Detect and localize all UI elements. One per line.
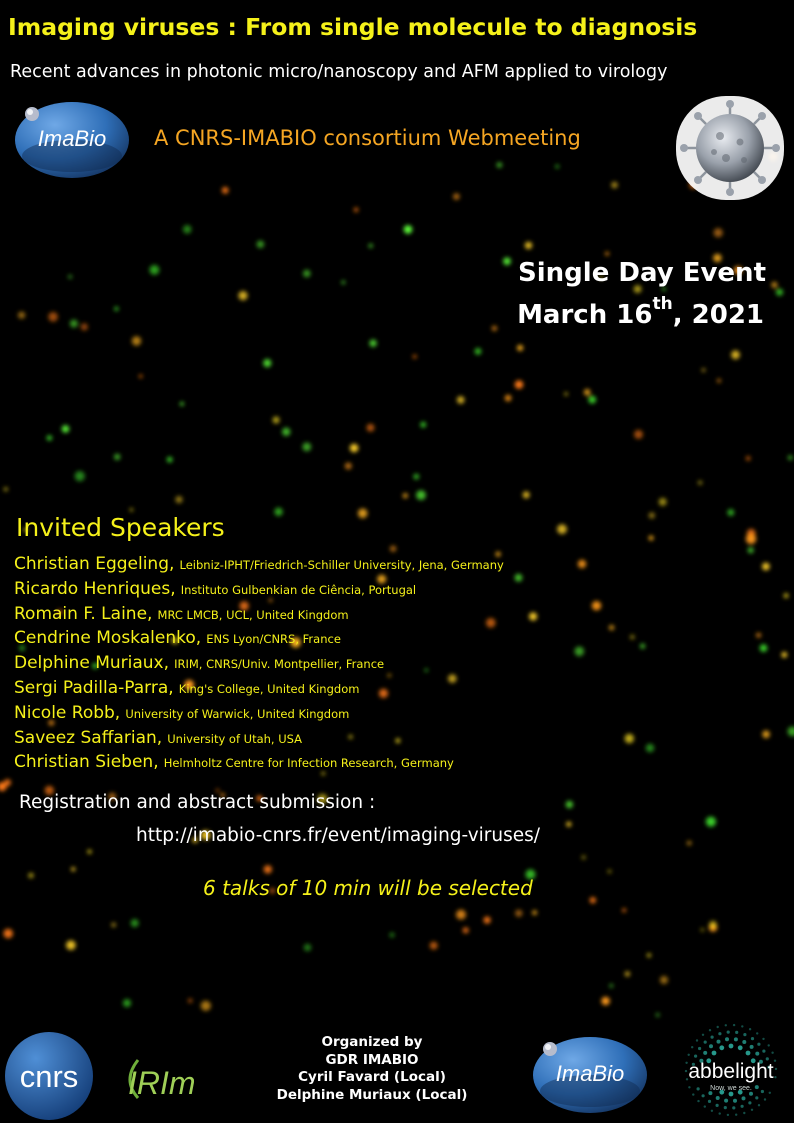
fluorescent-particle [390,546,396,552]
fluorescent-particle [369,340,376,347]
abbelight-dot [708,1100,711,1103]
abbelight-dot [727,1031,730,1034]
fluorescent-particle [139,375,142,378]
speaker-item [14,554,504,579]
speaker-affiliation: Helmholtz Centre for Infection Research, Germany [163,756,454,771]
speaker-item [14,752,504,777]
fluorescent-particle [390,933,395,938]
fluorescent-particle [706,817,716,827]
fluorescent-particle [492,326,497,331]
abbelight-dot [724,1099,728,1103]
abbelight-dot [764,1098,766,1100]
speaker-affiliation: University of Warwick, United Kingdom [125,706,350,721]
fluorescent-particle [523,491,530,498]
abbelight-dot [751,1109,753,1111]
abbelight-tagline: Now, we see. [710,1085,752,1092]
organizer-line: GDR IMABIO [325,1051,419,1068]
fluorescent-particle [776,289,783,296]
abbelight-dot [702,1034,704,1036]
abbelight-dot [702,1094,705,1097]
abbelight-dot [741,1105,744,1108]
abbelight-dot [694,1055,697,1058]
speaker-name: Saveez Saffarian, [14,727,163,748]
fluorescent-particle [350,444,359,453]
speaker-affiliation: King's College, United Kingdom [178,681,360,696]
fluorescent-particle [748,547,754,553]
abbelight-dot [769,1092,771,1094]
fluorescent-particle [649,536,654,541]
fluorescent-particle [525,242,532,249]
abbelight-dot [717,1040,721,1044]
fluorescent-particle [403,493,408,498]
abbelight-dot [735,1031,738,1034]
fluorescent-particle [625,734,634,743]
abbelight-dot [755,1052,759,1056]
fluorescent-particle [784,593,789,598]
imabio-logo-top [12,96,132,182]
fluorescent-particle [555,165,559,169]
abbelight-dot [716,1096,720,1100]
fluorescent-particle [369,244,373,248]
abbelight-dot [756,1032,758,1034]
fluorescent-particle [515,574,523,582]
fluorescent-particle [87,850,91,854]
fluorescent-particle [273,417,280,424]
speaker-item [14,579,504,604]
abbelight-dot [743,1033,746,1036]
fluorescent-particle [564,392,567,395]
abbelight-dot [755,1085,759,1089]
speaker-item [14,653,504,678]
fluorescent-particle [18,312,25,319]
fluorescent-particle [167,457,173,463]
fluorescent-particle [188,999,192,1003]
registration-link[interactable]: http://imabio-cnrs.fr/event/imaging-viruses/ [136,825,541,846]
speaker-affiliation: Leibniz-IPHT/Friedrich-Schiller University, Jena, Germany [179,558,504,572]
fluorescent-particle [358,509,368,519]
poster-subtitle: Recent advances in photonic micro/nanoscopy and AFM applied to virology [10,62,668,82]
irim-logo [118,1050,226,1106]
speakers-heading: Invited Speakers [16,513,225,542]
registration-label: Registration and abstract submission : [19,792,376,813]
abbelight-dot [703,1051,707,1055]
fluorescent-particle [532,910,537,915]
event-date-ordinal: th [652,294,673,315]
abbelight-dot [696,1039,698,1041]
fluorescent-particle [222,187,229,194]
abbelight-dot [771,1052,773,1054]
fluorescent-particle [609,625,614,630]
fluorescent-particle [274,508,282,516]
fluorescent-particle [659,498,667,506]
abbelight-dot [755,1096,758,1099]
abbelight-dot [711,1110,713,1112]
abbelight-dot [688,1086,690,1088]
fluorescent-particle [566,801,573,808]
fluorescent-particle [47,435,52,440]
abbelight-dot [749,1092,753,1096]
speaker-name: Ricardo Henriques, [14,578,176,599]
fluorescent-particle [608,870,612,874]
fluorescent-particle [788,727,794,737]
fluorescent-particle [590,897,596,903]
fluorescent-particle [640,644,645,649]
fluorescent-particle [578,560,586,568]
fluorescent-particle [62,425,70,433]
abbelight-dot [774,1076,776,1078]
abbelight-dot [725,1037,729,1041]
abbelight-dot [685,1070,687,1072]
speakers-list [14,554,504,777]
abbelight-dot [743,1112,745,1114]
speaker-affiliation: MRC LMCB, UCL, United Kingdom [157,607,349,622]
abbelight-dot [709,1044,713,1048]
fluorescent-particle [114,454,120,460]
abbelight-dot [757,1043,760,1046]
abbelight-dot [762,1038,764,1040]
abbelight-dot [738,1045,743,1050]
fluorescent-particle [456,910,466,920]
abbelight-dot [691,1046,693,1048]
abbelight-dot [751,1037,754,1040]
fluorescent-particle [484,917,491,924]
abbelight-dot [704,1041,707,1044]
abbelight-logo-text: abbelight [688,1060,774,1083]
coronavirus-icon [676,96,784,200]
fluorescent-particle [634,430,643,439]
abbelight-dot [748,1101,751,1104]
fluorescent-particle [714,228,723,237]
fluorescent-particle [111,923,116,928]
event-info [517,258,764,330]
speaker-name: Romain F. Laine, [14,603,153,624]
event-type: Single Day Event [518,258,766,288]
fluorescent-particle [647,953,651,957]
fluorescent-particle [762,563,770,571]
event-date [517,294,764,330]
fluorescent-particle [70,320,78,328]
imabio-logo-bottom-text: ImaBio [555,1061,625,1086]
abbelight-dot [761,1090,764,1093]
fluorescent-particle [416,490,426,500]
fluorescent-particle [592,601,601,610]
fluorescent-particle [529,612,537,620]
abbelight-dot [741,1025,743,1027]
fluorescent-particle [354,207,359,212]
organizers-heading: Organized by [321,1034,423,1050]
fluorescent-particle [630,635,635,640]
fluorescent-particle [746,534,756,544]
fluorescent-particle [302,443,311,452]
abbelight-dot [762,1050,765,1053]
cnrs-logo-text: cnrs [19,1059,79,1094]
fluorescent-particle [263,359,271,367]
organizers [262,1034,482,1104]
abbelight-dot [750,1045,754,1049]
fluorescent-particle [605,252,609,256]
fluorescent-particle [3,929,13,939]
fluorescent-particle [601,997,610,1006]
fluorescent-particle [788,455,793,460]
abbelight-dot [716,1104,719,1107]
abbelight-dot [711,1036,714,1039]
speaker-name: Christian Eggeling, [14,554,175,574]
fluorescent-particle [463,927,469,933]
fluorescent-particle [515,910,522,917]
fluorescent-particle [304,944,312,952]
fluorescent-particle [345,463,352,470]
speaker-item [14,728,504,753]
fluorescent-particle [114,307,118,311]
fluorescent-particle [201,1001,211,1011]
abbelight-dot [697,1087,700,1090]
fluorescent-particle [238,291,247,300]
abbelight-dot [725,1024,727,1026]
fluorescent-particle [282,428,290,436]
abbelight-dot [704,1105,706,1107]
fluorescent-particle [413,474,419,480]
fluorescent-particle [180,402,184,406]
fluorescent-particle [303,270,311,278]
fluorescent-particle [709,921,717,929]
fluorescent-particle [649,512,655,518]
abbelight-dot [727,1114,729,1116]
fluorescent-particle [48,312,58,322]
abbelight-logo [674,1018,788,1122]
speaker-name: Delphine Muriaux, [14,653,170,674]
organizer-line: Cyril Favard (Local) [298,1069,446,1085]
fluorescent-particle [81,323,88,330]
abbelight-dot [729,1092,734,1097]
abbelight-dot [717,1026,719,1028]
fluorescent-particle [584,389,591,396]
fluorescent-particle [746,456,751,461]
fluorescent-particle [453,193,460,200]
abbelight-dot [774,1060,776,1062]
fluorescent-particle [701,928,704,931]
fluorescent-particle [175,496,182,503]
speaker-name: Cendrine Moskalenko, [14,628,202,649]
speaker-item [14,678,504,703]
poster-title: Imaging viruses : From single molecule to diagnosis [8,13,698,41]
abbelight-dot [719,1045,724,1050]
fluorescent-particle [130,508,133,511]
fluorescent-particle [717,379,721,383]
imabio-logo-top-text: ImaBio [37,126,107,151]
abbelight-dot [742,1096,746,1100]
fluorescent-particle [731,350,740,359]
fluorescent-particle [582,855,586,859]
abbelight-dot [712,1051,717,1056]
fluorescent-particle [760,644,768,652]
fluorescent-particle [762,731,770,739]
fluorescent-particle [150,265,160,275]
fluorescent-particle [575,647,585,657]
abbelight-dot [758,1104,760,1106]
abbelight-dot [692,1093,694,1095]
event-date-day: March 16 [517,300,653,330]
fluorescent-particle [771,282,777,288]
fluorescent-particle [609,984,613,988]
fluorescent-particle [257,241,265,249]
abbelight-dot [718,1032,721,1035]
fluorescent-particle [588,396,596,404]
fluorescent-particle [132,336,141,345]
abbelight-dot [775,1068,777,1070]
fluorescent-particle [517,345,523,351]
fluorescent-particle [367,424,375,432]
fluorescent-particle [183,225,192,234]
speaker-item [14,628,504,653]
fluorescent-particle [515,380,524,389]
abbelight-dot [742,1040,746,1044]
fluorescent-particle [123,999,131,1007]
speaker-item [14,604,504,629]
fluorescent-particle [727,509,734,516]
abbelight-dot [732,1106,735,1109]
fluorescent-particle [28,873,33,878]
fluorescent-particle [756,633,761,638]
fluorescent-particle [404,225,413,234]
abbelight-dot [746,1051,751,1056]
fluorescent-particle [131,919,139,927]
fluorescent-particle [66,940,76,950]
abbelight-dot [733,1099,737,1103]
abbelight-dot [735,1114,737,1116]
abbelight-dot [697,1100,699,1102]
abbelight-dot [724,1106,727,1109]
fluorescent-particle [497,162,503,168]
abbelight-dot [734,1037,738,1041]
abbelight-dot [688,1054,690,1056]
speaker-affiliation: Instituto Gulbenkian de Ciência, Portugal [180,582,417,597]
fluorescent-particle [557,524,567,534]
fluorescent-particle [698,481,702,485]
fluorescent-particle [660,976,668,984]
fluorescent-particle [625,971,630,976]
fluorescent-particle [566,822,571,827]
fluorescent-particle [505,395,512,402]
fluorescent-particle [622,908,626,912]
speaker-affiliation: University of Utah, USA [167,731,303,746]
fluorescent-particle [420,422,426,428]
fluorescent-particle [341,281,345,285]
abbelight-dot [749,1028,751,1030]
selection-note: 6 talks of 10 min will be selected [203,876,533,900]
speaker-name: Sergi Padilla-Parra, [14,677,174,698]
abbelight-dot [719,1112,721,1114]
event-date-year: , 2021 [672,300,764,330]
speaker-name: Nicole Robb, [14,702,121,723]
irim-logo-text: IRIm [128,1065,196,1101]
fluorescent-particle [430,942,438,950]
fluorescent-particle [781,652,787,658]
fluorescent-particle [611,182,618,189]
fluorescent-particle [475,348,482,355]
fluorescent-particle [71,867,75,871]
abbelight-dot [733,1024,735,1026]
imabio-logo-bottom [530,1031,650,1117]
speaker-affiliation: IRIM, CNRS/Univ. Montpellier, France [174,657,385,672]
abbelight-dot [729,1044,734,1049]
speaker-affiliation: ENS Lyon/CNRS, France [206,632,341,647]
consortium-text: A CNRS-IMABIO consortium Webmeeting [154,126,581,150]
abbelight-dot [698,1047,701,1050]
abbelight-dot [709,1029,711,1031]
cnrs-logo [2,1031,96,1121]
speaker-name: Christian Sieben, [14,752,159,773]
fluorescent-particle [503,257,511,265]
speaker-item [14,703,504,728]
fluorescent-particle [457,396,465,404]
fluorescent-particle [656,1013,660,1017]
fluorescent-particle [702,368,706,372]
fluorescent-particle [4,487,8,491]
abbelight-dot [768,1044,770,1046]
organizer-line: Delphine Muriaux (Local) [276,1086,468,1103]
fluorescent-particle [68,275,72,279]
fluorescent-particle [413,355,417,359]
fluorescent-particle [75,471,85,481]
fluorescent-particle [687,841,692,846]
fluorescent-particle [646,744,654,752]
fluorescent-particle [264,865,272,873]
